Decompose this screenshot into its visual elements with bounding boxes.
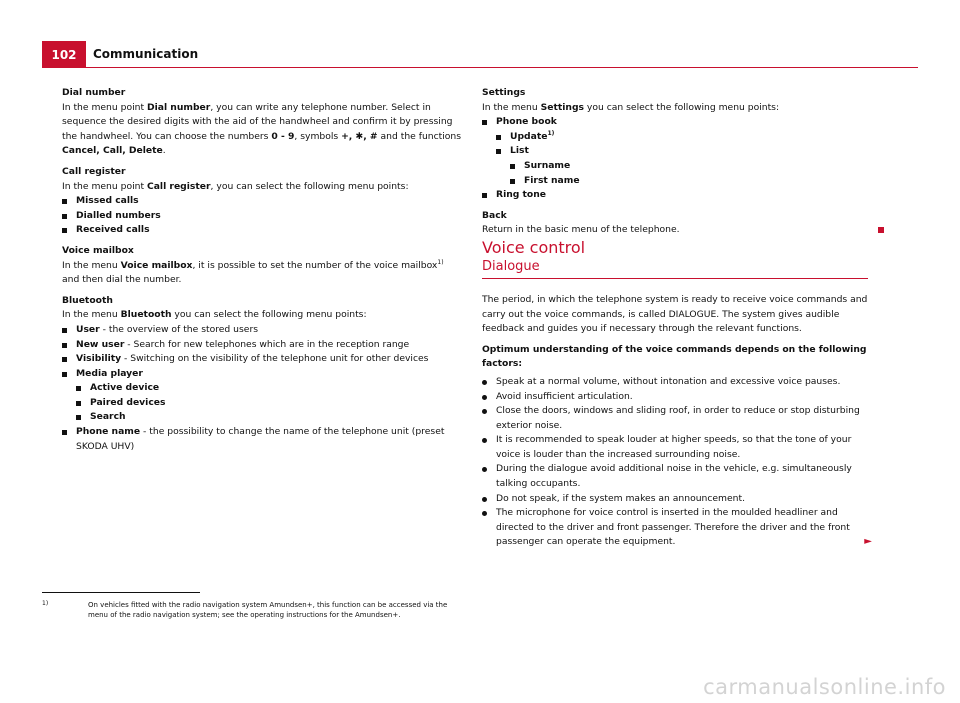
back-text: Return in the basic menu of the telephone. [482, 223, 878, 238]
list-item: List [496, 144, 878, 159]
call-register-heading: Call register [62, 165, 126, 177]
section-title: Communication [93, 47, 199, 61]
voice-mailbox-heading: Voice mailbox [62, 244, 134, 256]
call-register-text: In the menu point Call register, you can select the following menu points: [62, 180, 409, 192]
settings-heading: Settings [482, 87, 526, 98]
continue-arrow-icon: ► [864, 536, 872, 548]
list-item: Visibility - Switching on the visibility of the telephone unit for other devices [62, 352, 462, 367]
list-item: Close the doors, windows and sliding roof, in order to reduce or stop disturbing exterior noise. [482, 404, 878, 433]
left-column [62, 86, 462, 454]
footnote-text: On vehicles fitted with the radio navigation system Amundsen+, this function can be accessed via the menu of the radio navigation system; see the operating instructions for the Amundsen+. [88, 601, 448, 619]
list-item: Phone book [482, 115, 878, 130]
list-item: Update$^{1)}$ [496, 130, 878, 145]
list-item: New user - Search for new telephones which are in the reception range [62, 338, 462, 353]
list-item: Media player [62, 367, 462, 382]
optimum-heading: Optimum understanding of the voice commands depends on the following factors: [482, 343, 867, 370]
dialogue-text: The period, in which the telephone system is ready to receive voice commands and carry out the voice commands, is called DIALOGUE. The system gives audible feedback and guides you if necessary through the relevant functions. [482, 293, 868, 335]
list-item: First name [510, 174, 878, 189]
list-item: Phone name - the possibility to change the name of the telephone unit (preset SKODA UHV) [62, 425, 462, 454]
bluetooth-heading: Bluetooth [62, 294, 113, 306]
list-item: Surname [510, 159, 878, 174]
settings-text: In the menu Settings you can select the following menu points: [482, 101, 780, 113]
list-item: Speak at a normal volume, without intonation and excessive voice pauses. [482, 375, 878, 390]
list-item: Ring tone [482, 188, 878, 203]
header-divider [86, 67, 918, 68]
list-item: During the dialogue avoid additional noise in the vehicle, e.g. simultaneously talking occupants. [482, 462, 878, 491]
footnote-divider [42, 592, 200, 593]
dial-number-text: In the menu point Dial number, you can write any telephone number. Select in sequence the desired digits with the aid of the handwheel and confirm it by pressing the handwheel. You can choose the numbers 0 - 9, symbols +, ✱, # and the functions Cancel, Call, Delete. [62, 101, 462, 157]
list-item: It is recommended to speak louder at higher speeds, so that the tone of your voice is louder than the increased surrounding noise. [482, 433, 878, 462]
list-item: Search [76, 410, 462, 425]
dialogue-divider [482, 278, 868, 279]
voice-mailbox-text: In the menu Voice mailbox, it is possible to set the number of the voice mailbox$^{1)}$ and then dial the number. [62, 258, 444, 286]
list-item: Dialled numbers [62, 209, 462, 224]
watermark: carmanualsonline.info [703, 675, 946, 699]
right-column [482, 86, 878, 550]
list-item: Paired devices [76, 396, 462, 411]
back-heading: Back [482, 209, 507, 221]
list-item: User - the overview of the stored users [62, 323, 462, 338]
list-item: Avoid insufficient articulation. [482, 390, 878, 405]
list-item: Missed calls [62, 194, 462, 209]
voice-control-heading: Voice control [482, 237, 586, 257]
dial-number-heading: Dial number [62, 87, 126, 98]
bluetooth-text: In the menu Bluetooth you can select the following menu points: [62, 309, 367, 321]
section-end-icon [878, 227, 884, 233]
footnote-marker: 1) [42, 600, 49, 607]
dialogue-heading: Dialogue [482, 258, 540, 274]
list-item: Active device [76, 381, 462, 396]
page-number: 102 [42, 41, 86, 68]
list-item: Do not speak, if the system makes an announcement. [482, 492, 878, 507]
list-item: Received calls [62, 223, 462, 238]
list-item: The microphone for voice control is inserted in the moulded headliner and directed to the driver and front passenger. Therefore the driver and the front passenger can operate the equipment. ► [482, 506, 878, 550]
